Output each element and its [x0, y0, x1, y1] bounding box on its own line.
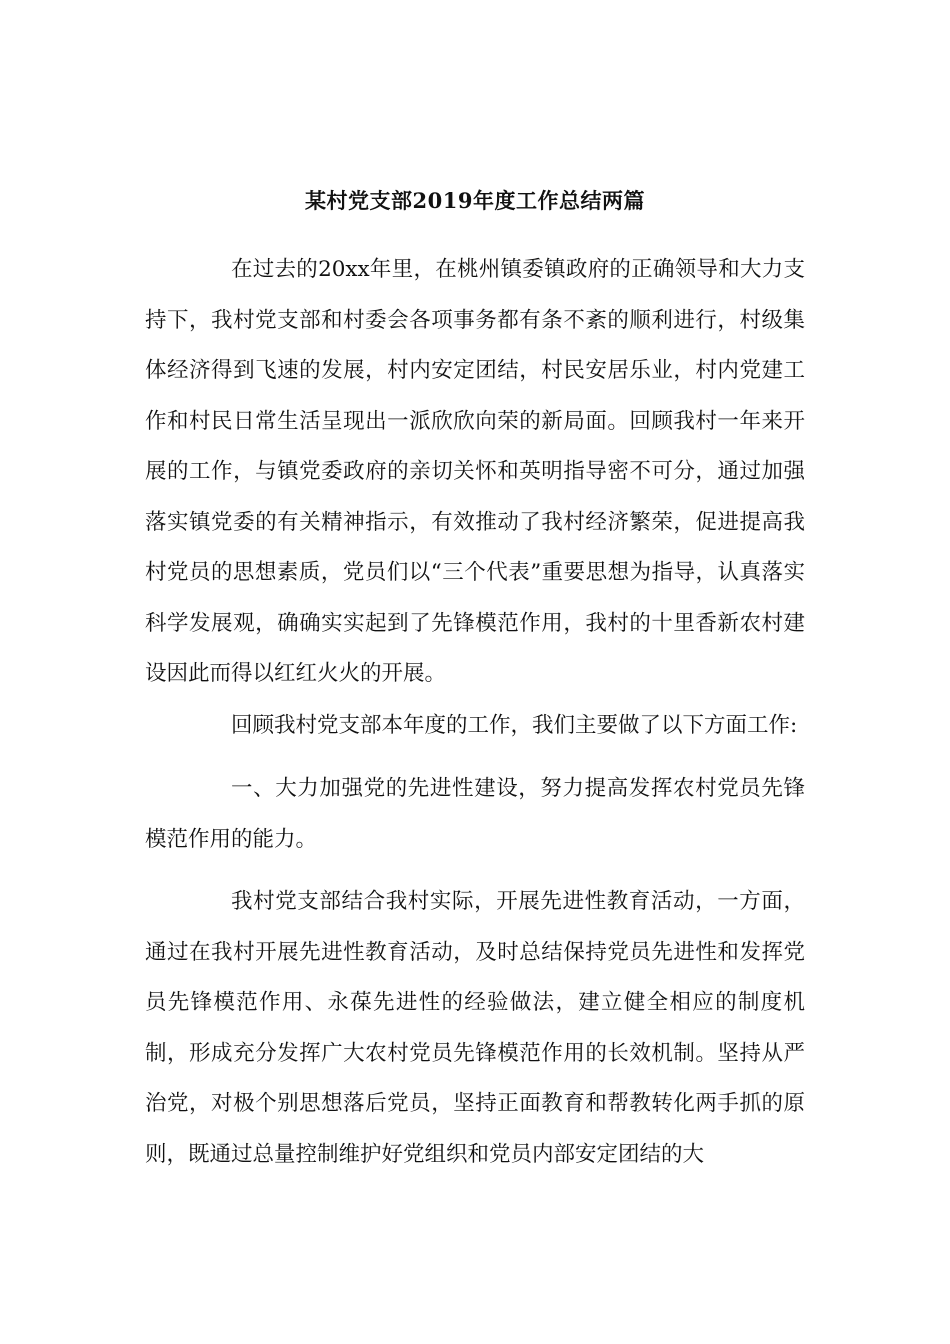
- paragraph-section-one-heading: 一、大力加强党的先进性建设，努力提高发挥农村党员先锋模范作用的能力。: [145, 776, 805, 852]
- paragraph-review: 回顾我村党支部本年度的工作，我们主要做了以下方面工作:: [231, 713, 798, 738]
- paragraph-section-one-body: 我村党支部结合我村实际，开展先进性教育活动，一方面，通过在我村开展先进性教育活动，及时总结保持党员先进性和发挥党员先锋模范作用、永葆先进性的经验做法，建立健全相应的制度机制，形成充分发挥广大农村党员先锋模范作用的长效机制。坚持从严治党，对极个别思想落后党员，坚持正面教育和帮教转化两手抓的原则，既通过总量控制维护好党组织和党员内部安定团结的大: [145, 889, 805, 1167]
- paragraph-intro: 在过去的20xx年里，在桃州镇委镇政府的正确领导和大力支持下，我村党支部和村委会各项事务都有条不紊的顺利进行，村级集体经济得到飞速的发展，村内安定团结，村民安居乐业，村内党建工作和村民日常生活呈现出一派欣欣向荣的新局面。回顾我村一年来开展的工作，与镇党委政府的亲切关怀和英明指导密不可分，通过加强落实镇党委的有关精神指示，有效推动了我村经济繁荣，促进提高我村党员的思想素质，党员们以“三个代表”重要思想为指导，认真落实科学发展观，确确实实起到了先锋模范作用，我村的十里香新农村建设因此而得以红红火火的开展。: [145, 257, 805, 686]
- document-title: 某村党支部2019年度工作总结两篇: [305, 188, 645, 213]
